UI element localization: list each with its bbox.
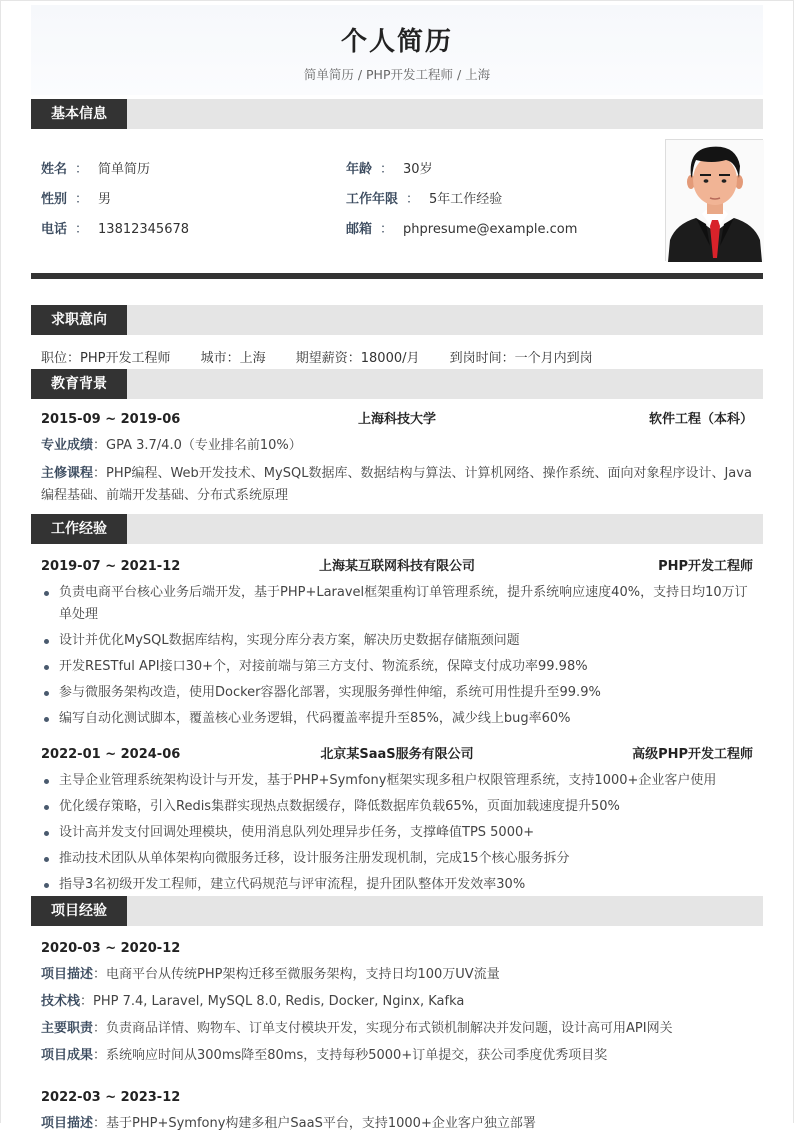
project-desc	[41, 964, 753, 986]
kv-label: 项目描述	[41, 1116, 94, 1131]
page-title: 个人简历	[340, 27, 453, 57]
intent-salary: 期望薪资：18000/月	[295, 351, 420, 366]
work-title: 高级PHP开发工程师	[632, 747, 753, 762]
field-label: 姓名	[41, 162, 68, 177]
education-period: 2015-09 ~ 2019-06	[41, 412, 181, 427]
section-title: 基本信息	[31, 99, 127, 129]
work-company: 北京某SaaS服务有限公司	[320, 747, 474, 762]
kv-label: 项目成果	[41, 1048, 94, 1063]
colon: ：	[75, 192, 89, 207]
kv-value: ：电商平台从传统PHP架构迁移至微服务架构，支持日均100万UV流量	[93, 967, 500, 982]
work-bullets	[41, 770, 753, 896]
project-period: 2020-03 ~ 2020-12	[41, 941, 181, 956]
field-label: 年龄	[346, 162, 373, 177]
section-header-projects	[31, 896, 763, 926]
field-label: 性别	[41, 192, 68, 207]
intent-city: 城市：上海	[200, 351, 266, 366]
field-age	[346, 161, 433, 179]
section-header-intent	[31, 305, 763, 335]
work-entry	[31, 544, 763, 730]
kv-label: 技术栈	[41, 994, 81, 1009]
section-header-education	[31, 369, 763, 399]
field-label: 电话	[41, 222, 68, 237]
field-value: 30岁	[403, 162, 433, 177]
kv-value: ：基于PHP+Symfony构建多租户SaaS平台，支持1000+企业客户独立部署	[93, 1116, 536, 1131]
field-name	[41, 161, 150, 179]
education-major: 软件工程（本科）	[648, 412, 753, 427]
work-summary	[41, 746, 753, 764]
project-entry	[31, 926, 763, 1067]
field-label: 工作年限	[346, 192, 399, 207]
list-item: 主导企业管理系统架构设计与开发，基于PHP+Symfony框架实现多租户权限管理系统，支持1000+企业客户使用	[41, 770, 753, 792]
work-summary	[41, 558, 753, 576]
project-period: 2022-03 ~ 2023-12	[41, 1090, 181, 1105]
list-item: 负责电商平台核心业务后端开发，基于PHP+Laravel框架重构订单管理系统，提升系统响应速度40%，支持日均10万订单处理	[41, 582, 753, 626]
job-intent	[31, 335, 763, 369]
list-item: 设计高并发支付回调处理模块，使用消息队列处理异步任务，支撑峰值TPS 5000+	[41, 822, 753, 844]
field-value: 13812345678	[98, 222, 190, 237]
colon: ：	[380, 162, 394, 177]
field-value: phpresume@example.com	[403, 222, 578, 237]
kv-value: ：PHP 7.4, Laravel, MySQL 8.0, Redis, Docker, Nginx, Kafka	[80, 994, 465, 1009]
education-summary	[41, 411, 753, 429]
section-title: 工作经验	[31, 514, 127, 544]
intent-position: 职位：PHP开发工程师	[41, 351, 171, 366]
list-item: 推动技术团队从单体架构向微服务迁移，设计服务注册发现机制，完成15个核心服务拆分	[41, 848, 753, 870]
education-gpa	[41, 435, 753, 457]
education-entry	[31, 399, 763, 514]
project-entry	[31, 1067, 763, 1135]
list-item: 编写自动化测试脚本，覆盖核心业务逻辑，代码覆盖率提升至85%，减少线上bug率60%	[41, 708, 753, 730]
kv-value: ：系统响应时间从300ms降至80ms，支持每秒5000+订单提交，获公司季度优秀项目奖	[93, 1048, 608, 1063]
divider	[31, 273, 763, 279]
project-desc	[41, 1113, 753, 1135]
kv-label: 主修课程	[41, 466, 94, 481]
list-item: 设计并优化MySQL数据库结构，实现分库分表方案，解决历史数据存储瓶颈问题	[41, 630, 753, 652]
field-value: 简单简历	[98, 162, 151, 177]
section-header-work	[31, 514, 763, 544]
field-email	[346, 221, 577, 239]
avatar-illustration-icon	[666, 140, 764, 262]
field-label: 邮箱	[346, 222, 373, 237]
basic-info	[31, 129, 763, 301]
colon: ：	[406, 192, 420, 207]
work-period: 2022-01 ~ 2024-06	[41, 747, 181, 762]
resume-header	[31, 5, 763, 95]
project-result	[41, 1045, 753, 1067]
work-company: 上海某互联网科技有限公司	[318, 559, 476, 574]
kv-label: 项目描述	[41, 967, 94, 982]
section-title: 教育背景	[31, 369, 127, 399]
list-item: 优化缓存策略，引入Redis集群实现热点数据缓存，降低数据库负载65%，页面加载速度提升50%	[41, 796, 753, 818]
field-value: 男	[98, 192, 112, 207]
work-title: PHP开发工程师	[658, 559, 753, 574]
field-years	[346, 191, 502, 209]
kv-label: 专业成绩	[41, 438, 94, 453]
work-bullets	[41, 582, 753, 730]
education-school: 上海科技大学	[357, 412, 437, 427]
colon: ：	[75, 222, 89, 237]
project-stack	[41, 991, 753, 1013]
colon: ：	[380, 222, 394, 237]
colon: ：	[75, 162, 89, 177]
profile-photo	[665, 139, 763, 261]
section-header-basic	[31, 99, 763, 129]
page-subtitle: 简单简历 / PHP开发工程师 / 上海	[303, 67, 491, 82]
section-title: 项目经验	[31, 896, 127, 926]
kv-label: 主要职责	[41, 1021, 94, 1036]
work-period: 2019-07 ~ 2021-12	[41, 559, 181, 574]
work-entry	[31, 734, 763, 896]
kv-value: ：GPA 3.7/4.0（专业排名前10%）	[93, 438, 302, 453]
education-courses	[41, 463, 753, 507]
field-value: 5年工作经验	[429, 192, 503, 207]
list-item: 参与微服务架构改造，使用Docker容器化部署，实现服务弹性伸缩，系统可用性提升至99.9%	[41, 682, 753, 704]
field-phone	[41, 221, 189, 239]
field-gender	[41, 191, 111, 209]
project-duty	[41, 1018, 753, 1040]
kv-value: ：负责商品详情、购物车、订单支付模块开发，实现分布式锁机制解决并发问题，设计高可用API网关	[93, 1021, 673, 1036]
kv-value: ：PHP编程、Web开发技术、MySQL数据库、数据结构与算法、计算机网络、操作系统、面向对象程序设计、Java编程基础、前端开发基础、分布式系统原理	[41, 466, 752, 503]
list-item: 开发RESTful API接口30+个，对接前端与第三方支付、物流系统，保障支付成功率99.98%	[41, 656, 753, 678]
intent-availability: 到岗时间：一个月内到岗	[449, 351, 593, 366]
section-title: 求职意向	[31, 305, 127, 335]
list-item: 指导3名初级开发工程师，建立代码规范与评审流程，提升团队整体开发效率30%	[41, 874, 753, 896]
